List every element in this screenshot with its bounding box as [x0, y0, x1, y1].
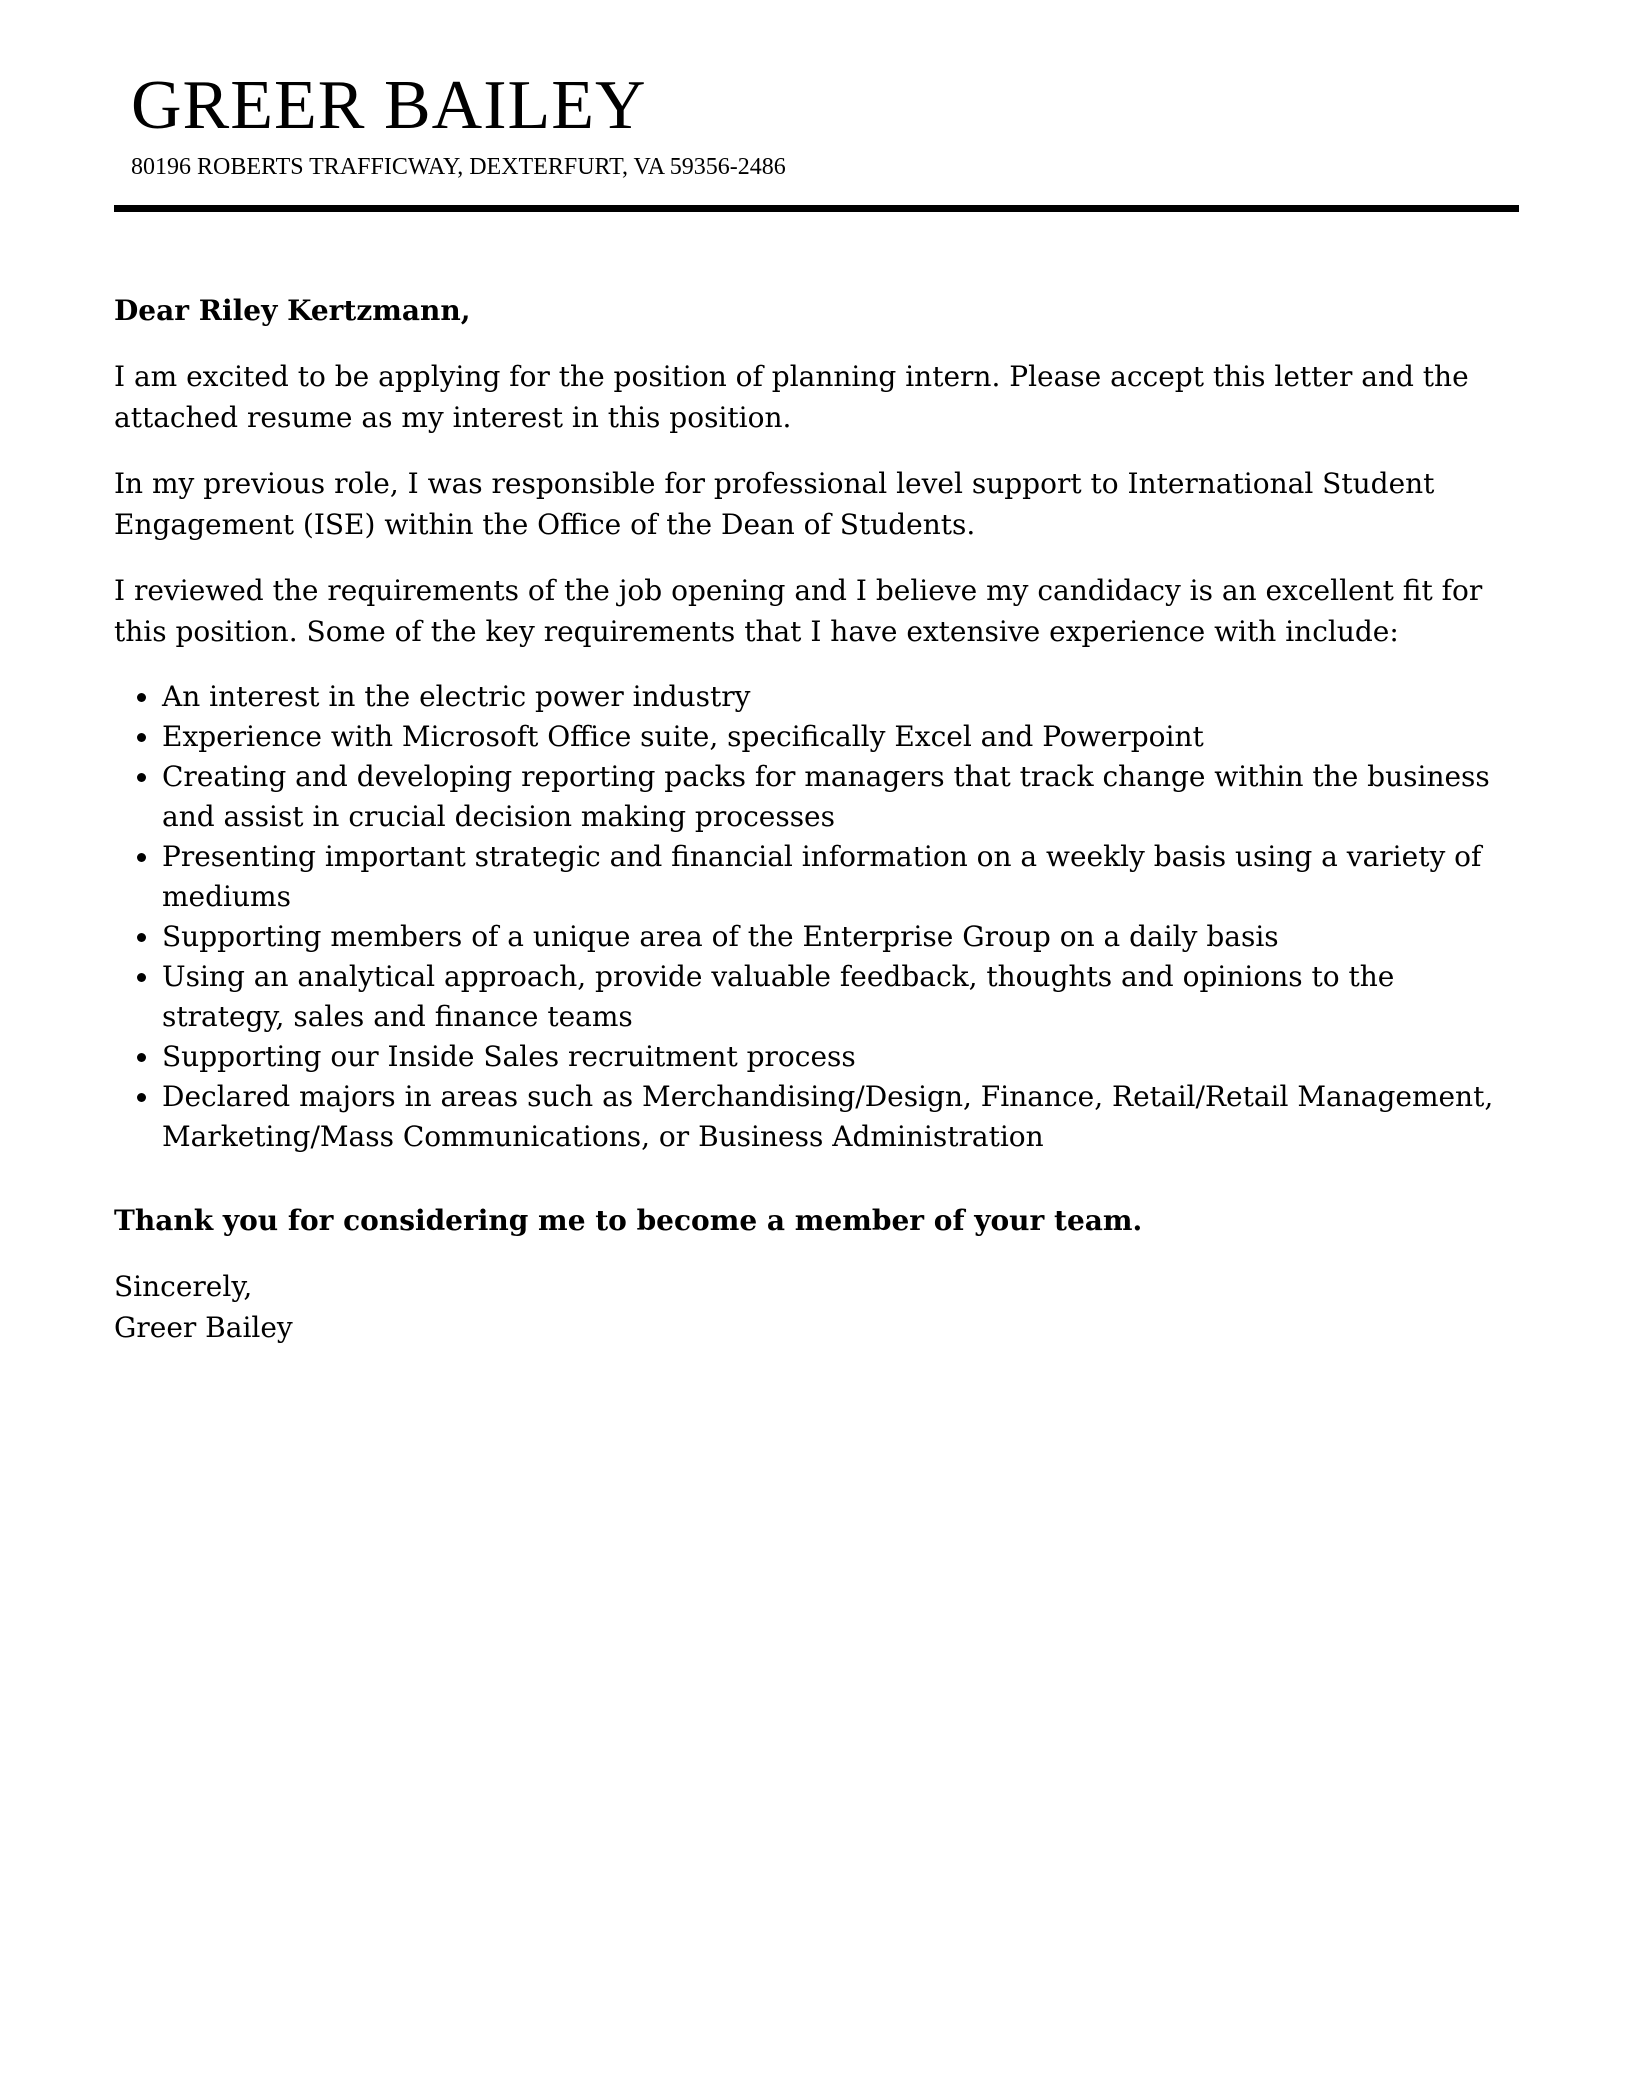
- letter-header: [131, 66, 1511, 182]
- applicant-name: GREER BAILEY: [131, 67, 647, 144]
- list-item: Creating and developing reporting packs for managers that track change within the business and assist in crucial decision making processes: [162, 757, 1509, 837]
- list-item: Declared majors in areas such as Merchandising/Design, Finance, Retail/Retail Management, Marketing/Mass Communications, or Business Administration: [162, 1077, 1509, 1157]
- list-item: Presenting important strategic and financial information on a weekly basis using a variety of mediums: [162, 837, 1509, 917]
- list-item: Supporting our Inside Sales recruitment process: [162, 1037, 1509, 1077]
- requirements-intro-paragraph: I reviewed the requirements of the job opening and I believe my candidacy is an excellent fit for this position. Some of the key requirements that I have extensive experience with include:: [114, 574, 1483, 648]
- intro-paragraph: I am excited to be applying for the position of planning intern. Please accept this letter and the attached resume as my interest in this position.: [114, 360, 1469, 434]
- signoff: [114, 1266, 1509, 1348]
- salutation: Dear Riley Kertzmann,: [114, 294, 471, 327]
- signoff-phrase: Sincerely,: [114, 1270, 253, 1303]
- closing-statement: Thank you for considering me to become a member of your team.: [114, 1204, 1143, 1237]
- list-item: Supporting members of a unique area of the Enterprise Group on a daily basis: [162, 917, 1509, 957]
- requirements-list: [114, 677, 1509, 1157]
- list-item: An interest in the electric power industry: [162, 677, 1509, 717]
- previous-role-paragraph: In my previous role, I was responsible for professional level support to International Student Engagement (ISE) within the Office of the Dean of Students.: [114, 467, 1435, 541]
- list-item: Experience with Microsoft Office suite, specifically Excel and Powerpoint: [162, 717, 1509, 757]
- header-divider: [114, 205, 1519, 212]
- applicant-address: 80196 ROBERTS TRAFFICWAY, DEXTERFURT, VA 59356-2486: [131, 154, 786, 180]
- letter-body: [114, 290, 1509, 1348]
- list-item: Using an analytical approach, provide valuable feedback, thoughts and opinions to the strategy, sales and finance teams: [162, 957, 1509, 1037]
- signature-name: Greer Bailey: [114, 1311, 293, 1344]
